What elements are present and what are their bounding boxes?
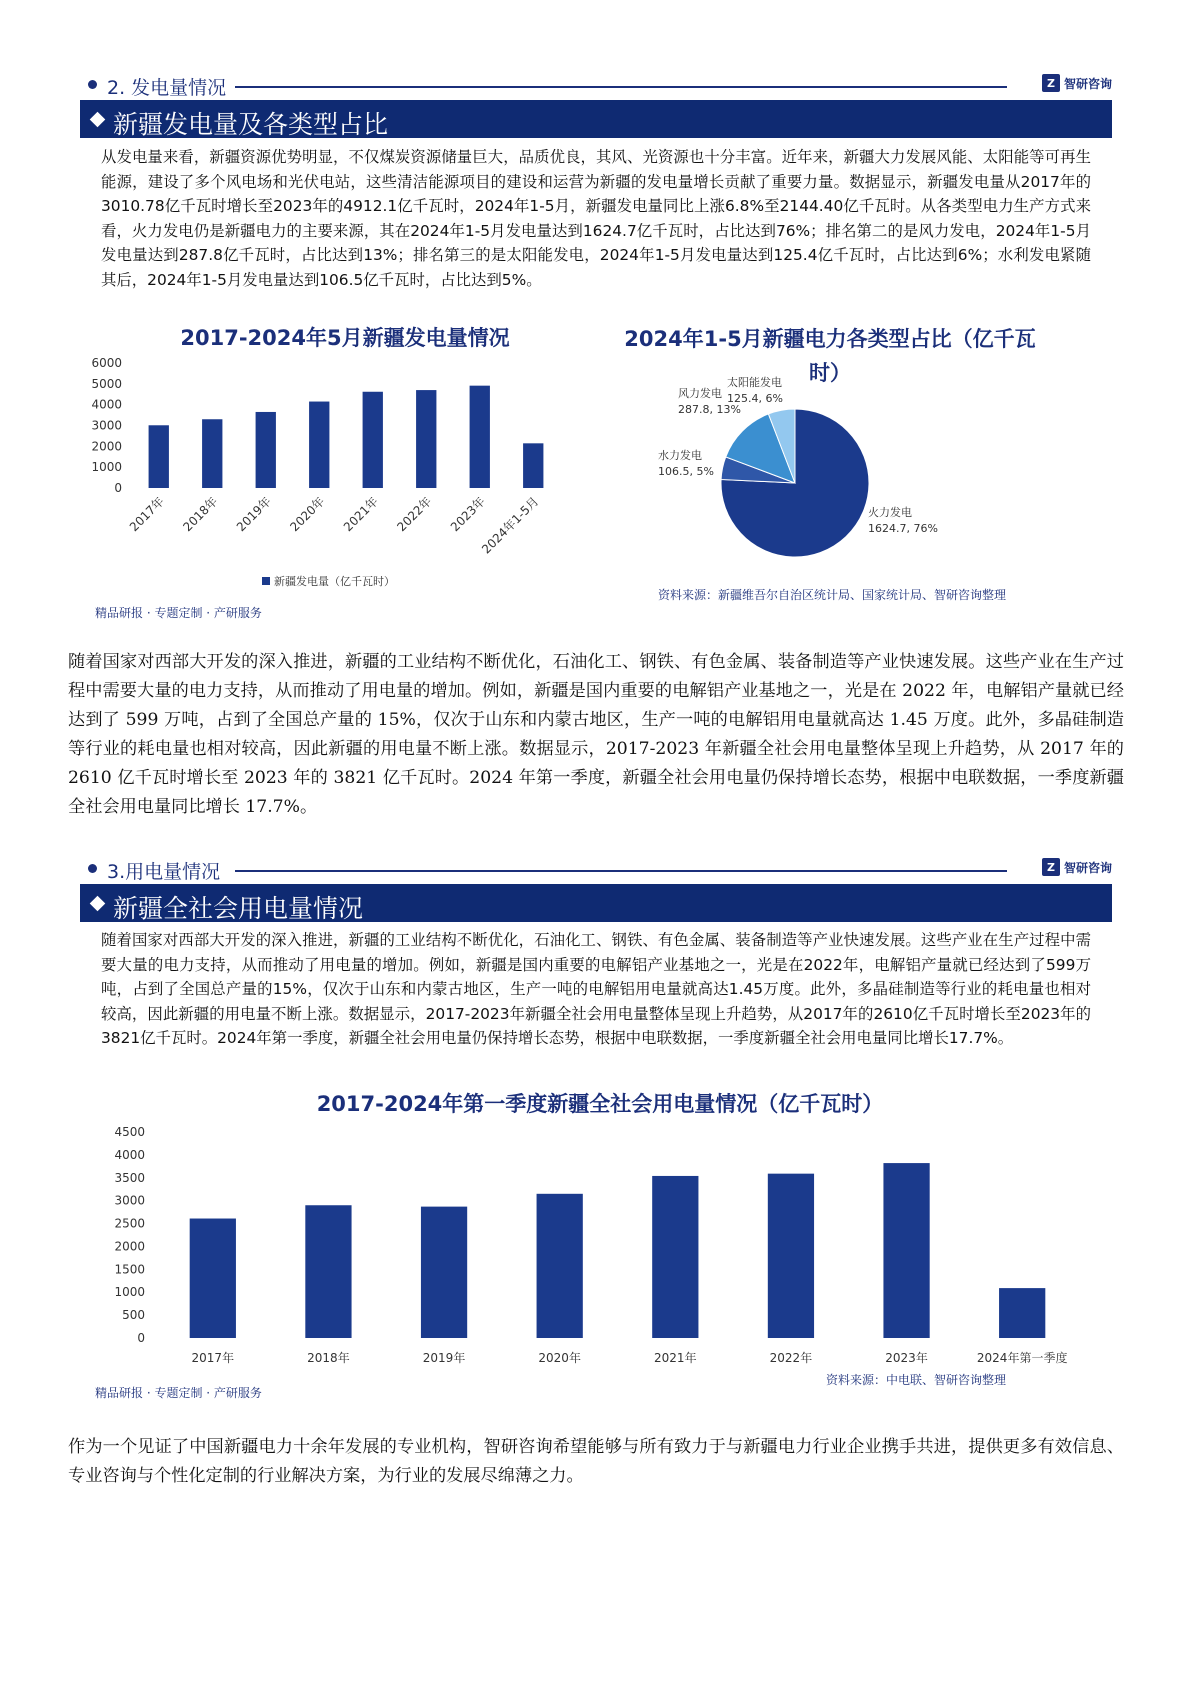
banner-title: 新疆发电量及各类型占比 bbox=[113, 110, 389, 139]
bar bbox=[652, 1176, 698, 1338]
y-tick-label: 3500 bbox=[114, 1170, 145, 1185]
bar bbox=[309, 402, 329, 488]
bar bbox=[149, 425, 169, 488]
section-banner-3 bbox=[80, 884, 1112, 922]
x-tick-label: 2024年1-5月 bbox=[479, 494, 542, 557]
legend bbox=[262, 574, 395, 588]
x-tick-label: 2023年 bbox=[447, 494, 488, 535]
brand-logo bbox=[1042, 74, 1112, 92]
zhiyan-logo-icon: Z bbox=[1042, 74, 1060, 92]
x-tick-label: 2021年 bbox=[654, 1351, 697, 1365]
section-3-paragraph: 随着国家对西部大开发的深入推进，新疆的工业结构不断优化，石油化工、钢铁、有色金属、装备制造等产业快速发展。这些产业在生产过程中需要大量的电力支持，从而推动了用电量的增加。例如，新疆是国内重要的电解铝产业基地之一，光是在2022年，电解铝产量就已经达到了599万吨，占到了全国总产量的15%，仅次于山东和内蒙古地区，生产一吨的电解铝用电量就高达1.45万度。此外，多晶硅制造等行业的耗电量也相对较高，因此新疆的用电量不断上涨。数据显示，2017-2023年新疆全社会用电量整体呈现上升趋势，从2017年的2610亿千瓦时增长至2023年的3821亿千瓦时。2024年第一季度，新疆全社会用电量仍保持增长态势，根据中电联数据，一季度新疆全社会用电量同比增长17.7%。 bbox=[101, 931, 1091, 1047]
banner-title: 新疆全社会用电量情况 bbox=[113, 894, 364, 923]
section-title: 3.用电量情况 bbox=[107, 861, 221, 883]
x-tick-label: 2021年 bbox=[340, 494, 381, 535]
legend-label: 新疆发电量（亿千瓦时） bbox=[274, 575, 395, 588]
bar bbox=[537, 1194, 583, 1338]
header-rule bbox=[235, 86, 1007, 88]
slice-value-label: 125.4, 6% bbox=[727, 392, 783, 405]
x-tick-label: 2022年 bbox=[769, 1351, 813, 1365]
section-banner-2 bbox=[80, 100, 1112, 138]
bar bbox=[363, 392, 383, 488]
y-tick-label: 5000 bbox=[91, 376, 122, 391]
section-2-paragraph: 从发电量来看，新疆资源优势明显，不仅煤炭资源储量巨大，品质优良，其风、光资源也十分丰富。近年来，新疆大力发展风能、太阳能等可再生能源，建设了多个风电场和光伏电站，这些清洁能源项目的建设和运营为新疆的发电量增长贡献了重要力量。数据显示，新疆发电量从2017年的3010.78亿千瓦时增长至2023年的4912.1亿千瓦时，2024年1-5月，新疆发电量同比上涨6.8%至2144.40亿千瓦时。从各类型电力生产方式来看，火力发电仍是新疆电力的主要来源，其在2024年1-5月发电量达到1624.7亿千瓦时，占比达到76%；排名第二的是风力发电，2024年1-5月发电量达到287.8亿千瓦时，占比达到13%；排名第三的是太阳能发电，2024年1-5月发电量达到125.4亿千瓦时，占比达到6%；水利发电紧随其后，2024年1-5月发电量达到106.5亿千瓦时，占比达到5%。 bbox=[101, 148, 1091, 289]
bar bbox=[523, 443, 543, 488]
slice-name-label: 风力发电 bbox=[678, 387, 722, 400]
x-tick-label: 2018年 bbox=[307, 1351, 350, 1365]
y-tick-label: 3000 bbox=[91, 418, 122, 433]
y-tick-label: 4000 bbox=[114, 1147, 145, 1162]
bar bbox=[190, 1219, 236, 1338]
generation-share-pie-chart bbox=[650, 370, 1050, 600]
slice-name-label: 水力发电 bbox=[658, 449, 702, 462]
section-header-3 bbox=[80, 856, 1112, 882]
footer-note: 精品研报 · 专题定制 · 产研服务 bbox=[95, 1386, 262, 1400]
x-tick-label: 2020年 bbox=[538, 1351, 581, 1365]
brand-logo bbox=[1042, 858, 1112, 876]
bar bbox=[305, 1205, 351, 1338]
x-tick-label: 2023年 bbox=[885, 1351, 928, 1365]
chart-title-share: 2024年1-5月新疆电力各类型占比（亿千瓦时） bbox=[624, 327, 1036, 385]
y-tick-label: 0 bbox=[114, 481, 122, 495]
bar bbox=[202, 419, 222, 488]
slice-value-label: 287.8, 13% bbox=[678, 403, 741, 416]
section-title: 2. 发电量情况 bbox=[107, 77, 227, 99]
generation-bar-chart bbox=[80, 350, 580, 600]
diamond-icon bbox=[90, 896, 106, 912]
y-tick-label: 1000 bbox=[114, 1285, 145, 1300]
y-tick-label: 2500 bbox=[114, 1216, 145, 1231]
source-note: 资料来源：新疆维吾尔自治区统计局、国家统计局、智研咨询整理 bbox=[658, 588, 1007, 602]
body-paragraph-1: 随着国家对西部大开发的深入推进，新疆的工业结构不断优化，石油化工、钢铁、有色金属、装备制造等产业快速发展。这些产业在生产过程中需要大量的电力支持，从而推动了用电量的增加。例如，新疆是国内重要的电解铝产业基地之一，光是在 2022 年，电解铝产量就已经达到了 599 万吨，占到了全国总产量的 15%，仅次于山东和内蒙古地区，生产一吨的电解铝用电量就高达 1.45 万度。此外，多晶硅制造等行业的耗电量也相对较高，因此新疆的用电量不断上涨。数据显示，2017-2023 年新疆全社会用电量整体呈现上升趋势，从 2017 年的 2610 亿千瓦时增长至 2023 年的 3821 亿千瓦时。2024 年第一季度，新疆全社会用电量仍保持增长态势，根据中电联数据，一季度新疆全社会用电量同比增长 17.7%。 bbox=[68, 652, 1124, 817]
y-tick-label: 500 bbox=[122, 1308, 145, 1323]
y-tick-label: 3000 bbox=[114, 1193, 145, 1208]
section-header-2 bbox=[80, 72, 1112, 98]
bar bbox=[416, 390, 436, 488]
source-note: 资料来源：中电联、智研咨询整理 bbox=[826, 1373, 1007, 1387]
y-tick-label: 4500 bbox=[114, 1125, 145, 1139]
slice-name-label: 太阳能发电 bbox=[727, 376, 782, 389]
bar bbox=[999, 1288, 1045, 1338]
bar bbox=[421, 1207, 467, 1338]
x-tick-label: 2024年第一季度 bbox=[976, 1351, 1068, 1365]
y-tick-label: 2000 bbox=[91, 439, 122, 454]
x-tick-label: 2018年 bbox=[180, 494, 221, 535]
bullet-dot-icon bbox=[88, 864, 97, 873]
bar bbox=[768, 1174, 814, 1338]
slice-name-label: 火力发电 bbox=[868, 506, 912, 519]
y-tick-label: 2000 bbox=[114, 1239, 145, 1254]
chart-title-generation: 2017-2024年5月新疆发电量情况 bbox=[180, 326, 510, 350]
bullet-dot-icon bbox=[88, 80, 97, 89]
slice-value-label: 1624.7, 76% bbox=[868, 522, 938, 535]
y-tick-label: 1000 bbox=[91, 460, 122, 475]
x-tick-label: 2017年 bbox=[126, 494, 167, 535]
consumption-bar-chart bbox=[80, 1120, 1110, 1375]
x-tick-label: 2022年 bbox=[394, 494, 435, 535]
x-tick-label: 2017年 bbox=[191, 1351, 235, 1365]
footer-note: 精品研报 · 专题定制 · 产研服务 bbox=[95, 606, 262, 620]
logo-text: 智研咨询 bbox=[1063, 860, 1112, 875]
y-tick-label: 6000 bbox=[91, 356, 122, 370]
chart-title-consumption: 2017-2024年第一季度新疆全社会用电量情况（亿千瓦时） bbox=[316, 1092, 884, 1116]
slice-value-label: 106.5, 5% bbox=[658, 465, 714, 478]
zhiyan-logo-icon: Z bbox=[1042, 858, 1060, 876]
bar bbox=[883, 1163, 929, 1338]
x-tick-label: 2019年 bbox=[422, 1351, 466, 1365]
bar bbox=[256, 412, 276, 488]
logo-text: 智研咨询 bbox=[1063, 76, 1112, 91]
x-tick-label: 2020年 bbox=[287, 494, 328, 535]
diamond-icon bbox=[90, 112, 106, 128]
bar bbox=[470, 386, 490, 488]
header-rule bbox=[235, 870, 1007, 872]
y-tick-label: 1500 bbox=[114, 1262, 145, 1277]
y-tick-label: 4000 bbox=[91, 397, 122, 412]
body-paragraph-2: 作为一个见证了中国新疆电力十余年发展的专业机构，智研咨询希望能够与所有致力于与新疆电力行业企业携手共进，提供更多有效信息、专业咨询与个性化定制的行业解决方案，为行业的发展尽绵薄之力。 bbox=[68, 1437, 1124, 1486]
legend-swatch bbox=[262, 577, 270, 585]
x-tick-label: 2019年 bbox=[233, 494, 274, 535]
y-tick-label: 0 bbox=[137, 1331, 145, 1345]
